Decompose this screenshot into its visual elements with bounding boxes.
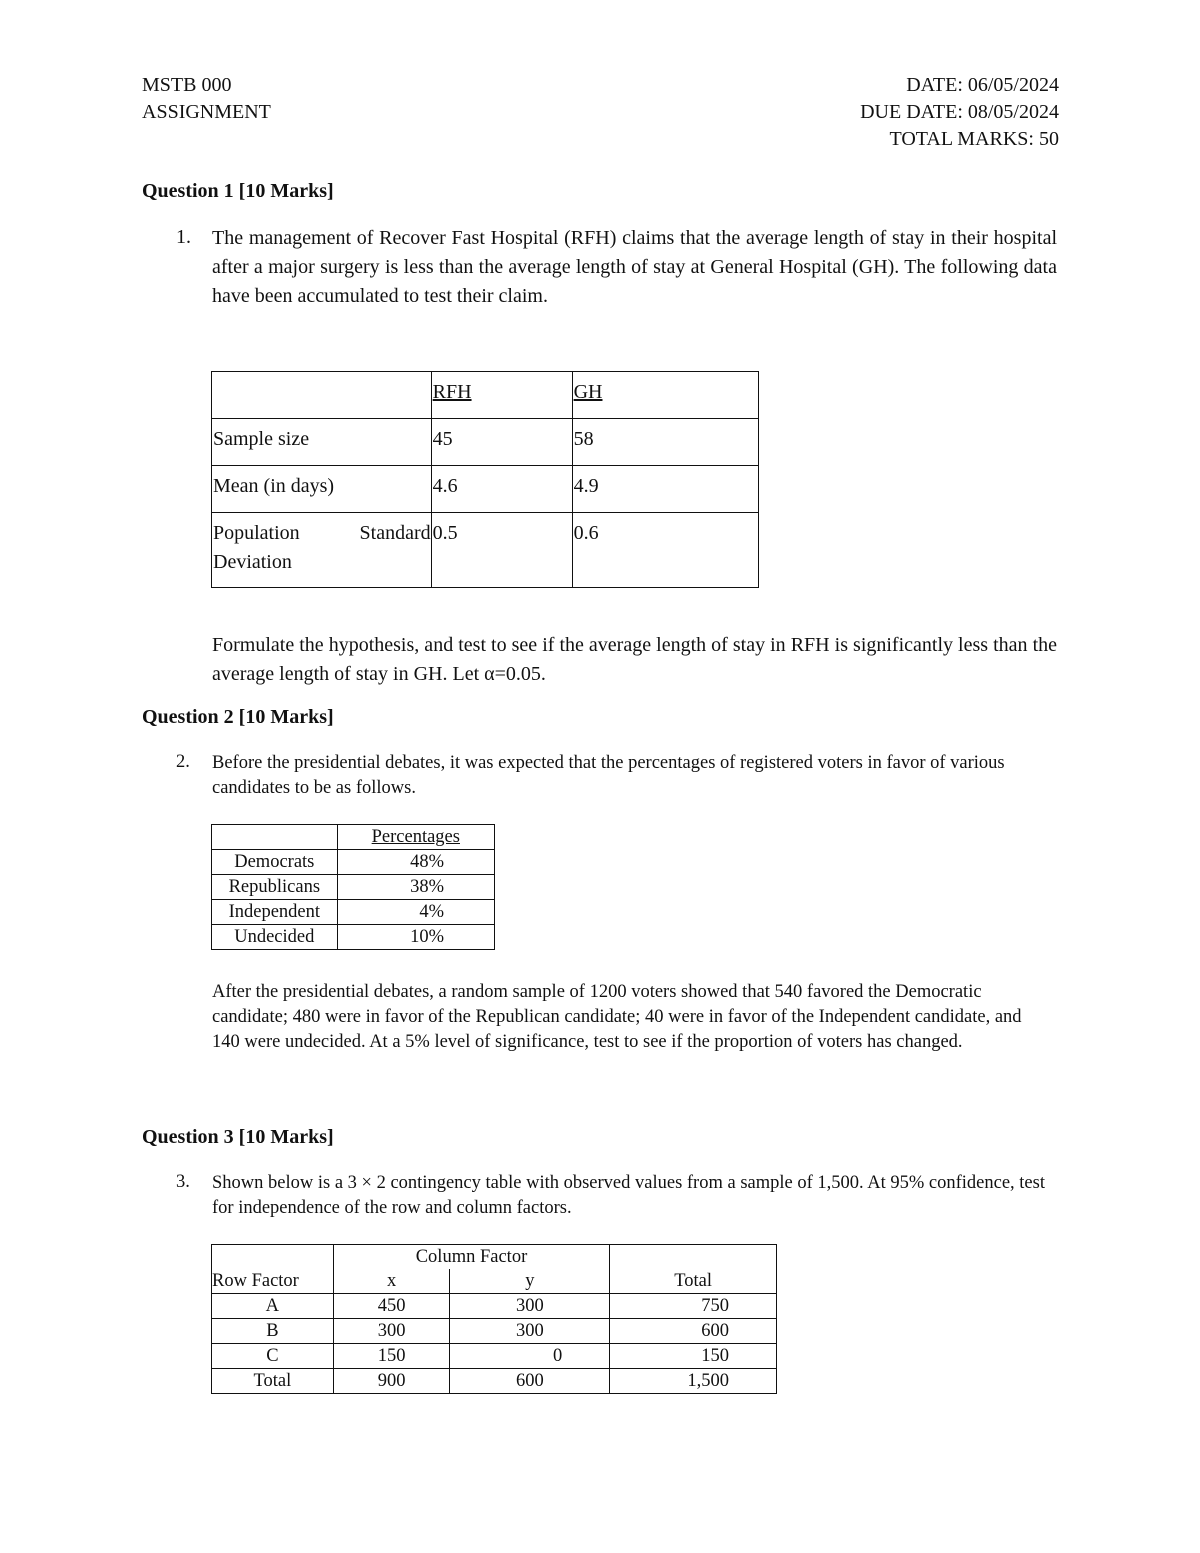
due-date: DUE DATE: 08/05/2024	[860, 101, 1059, 123]
q3-cell: 450	[333, 1294, 450, 1319]
q1-task: Formulate the hypothesis, and test to see if the average length of stay in RFH is significantly less than the average length of stay in GH. Let α=0.05.	[212, 634, 1057, 685]
header-left	[142, 72, 271, 126]
q3-cell: 300	[450, 1294, 610, 1319]
q2-row-label: Undecided	[212, 925, 338, 950]
q3-number: 3.	[176, 1172, 190, 1192]
header-right	[860, 72, 1059, 153]
q2-cell: 38%	[337, 875, 494, 900]
q2-cell: 10%	[337, 925, 494, 950]
q3-table-corner	[212, 1245, 334, 1270]
q3-cell: 600	[610, 1319, 777, 1344]
q3-cell: 150	[333, 1344, 450, 1369]
q2-row-label: Independent	[212, 900, 338, 925]
q3-contingency-table	[211, 1244, 777, 1394]
q1-table-corner	[212, 372, 432, 419]
total-marks: TOTAL MARKS: 50	[889, 128, 1059, 150]
q3-header-y: y	[450, 1269, 610, 1294]
q3-header-total: Total	[610, 1269, 777, 1294]
q3-cell: 300	[450, 1319, 610, 1344]
q1-cell: 4.6	[431, 466, 572, 513]
q1-data-table	[211, 371, 759, 588]
q3-row-label: B	[212, 1319, 334, 1344]
q2-intro: Before the presidential debates, it was expected that the percentages of registered voters in favor of various candidates to be as follows.	[212, 753, 1005, 798]
q3-cell: 750	[610, 1294, 777, 1319]
q3-title: Question 3 [10 Marks]	[142, 1126, 334, 1148]
q1-cell: 45	[431, 419, 572, 466]
q3-cell: 0	[450, 1344, 610, 1369]
q1-number: 1.	[176, 226, 191, 248]
q1-intro: The management of Recover Fast Hospital (RFH) claims that the average length of stay in their hospital after a major surgery is less than the average length of stay at General Hospital (GH). The following data have been accumulated to test their claim.	[212, 227, 1057, 307]
q3-row-label: A	[212, 1294, 334, 1319]
q1-row-label	[212, 513, 432, 588]
q1-cell: 4.9	[572, 466, 758, 513]
course-code: MSTB 000	[142, 74, 232, 96]
q3-cell: 600	[450, 1369, 610, 1394]
q2-percentages-table	[211, 824, 495, 950]
q3-intro: Shown below is a 3 × 2 contingency table with observed values from a sample of 1,500. At 95% confidence, test for independence of the row and column factors.	[212, 1173, 1045, 1218]
q3-row-label: Total	[212, 1369, 334, 1394]
q2-row-label: Democrats	[212, 850, 338, 875]
q3-table-corner-right	[610, 1245, 777, 1270]
q2-cell: 48%	[337, 850, 494, 875]
document-type: ASSIGNMENT	[142, 101, 271, 123]
q1-row-label: Mean (in days)	[212, 466, 432, 513]
q3-column-factor-label: Column Factor	[333, 1245, 609, 1270]
q2-header-percentages: Percentages	[337, 825, 494, 850]
q3-cell: 900	[333, 1369, 450, 1394]
q2-table-corner	[212, 825, 338, 850]
q2-number: 2.	[176, 752, 190, 772]
q1-cell: 0.6	[572, 513, 758, 588]
q3-row-label: C	[212, 1344, 334, 1369]
q2-row-label: Republicans	[212, 875, 338, 900]
q2-task: After the presidential debates, a random sample of 1200 voters showed that 540 favored the Democratic candidate; 480 were in favor of the Republican candidate; 40 were in favor of the Independent candidate, and 140 were undecided. At a 5% level of significance, test to see if the proportion of voters has changed.	[212, 982, 1022, 1052]
q2-title: Question 2 [10 Marks]	[142, 706, 334, 728]
q3-cell: 300	[333, 1319, 450, 1344]
q1-header-gh: GH	[572, 372, 758, 419]
q2-cell: 4%	[337, 900, 494, 925]
issue-date: DATE: 06/05/2024	[906, 74, 1059, 96]
q1-cell: 58	[572, 419, 758, 466]
q3-cell: 150	[610, 1344, 777, 1369]
q3-cell: 1,500	[610, 1369, 777, 1394]
q3-header-x: x	[333, 1269, 450, 1294]
q1-title: Question 1 [10 Marks]	[142, 180, 334, 202]
q1-header-rfh: RFH	[431, 372, 572, 419]
q1-cell: 0.5	[431, 513, 572, 588]
q3-row-factor-label: Row Factor	[212, 1269, 334, 1294]
q1-row-label: Sample size	[212, 419, 432, 466]
q1-row-label-text: Population Standard Deviation	[213, 522, 431, 573]
